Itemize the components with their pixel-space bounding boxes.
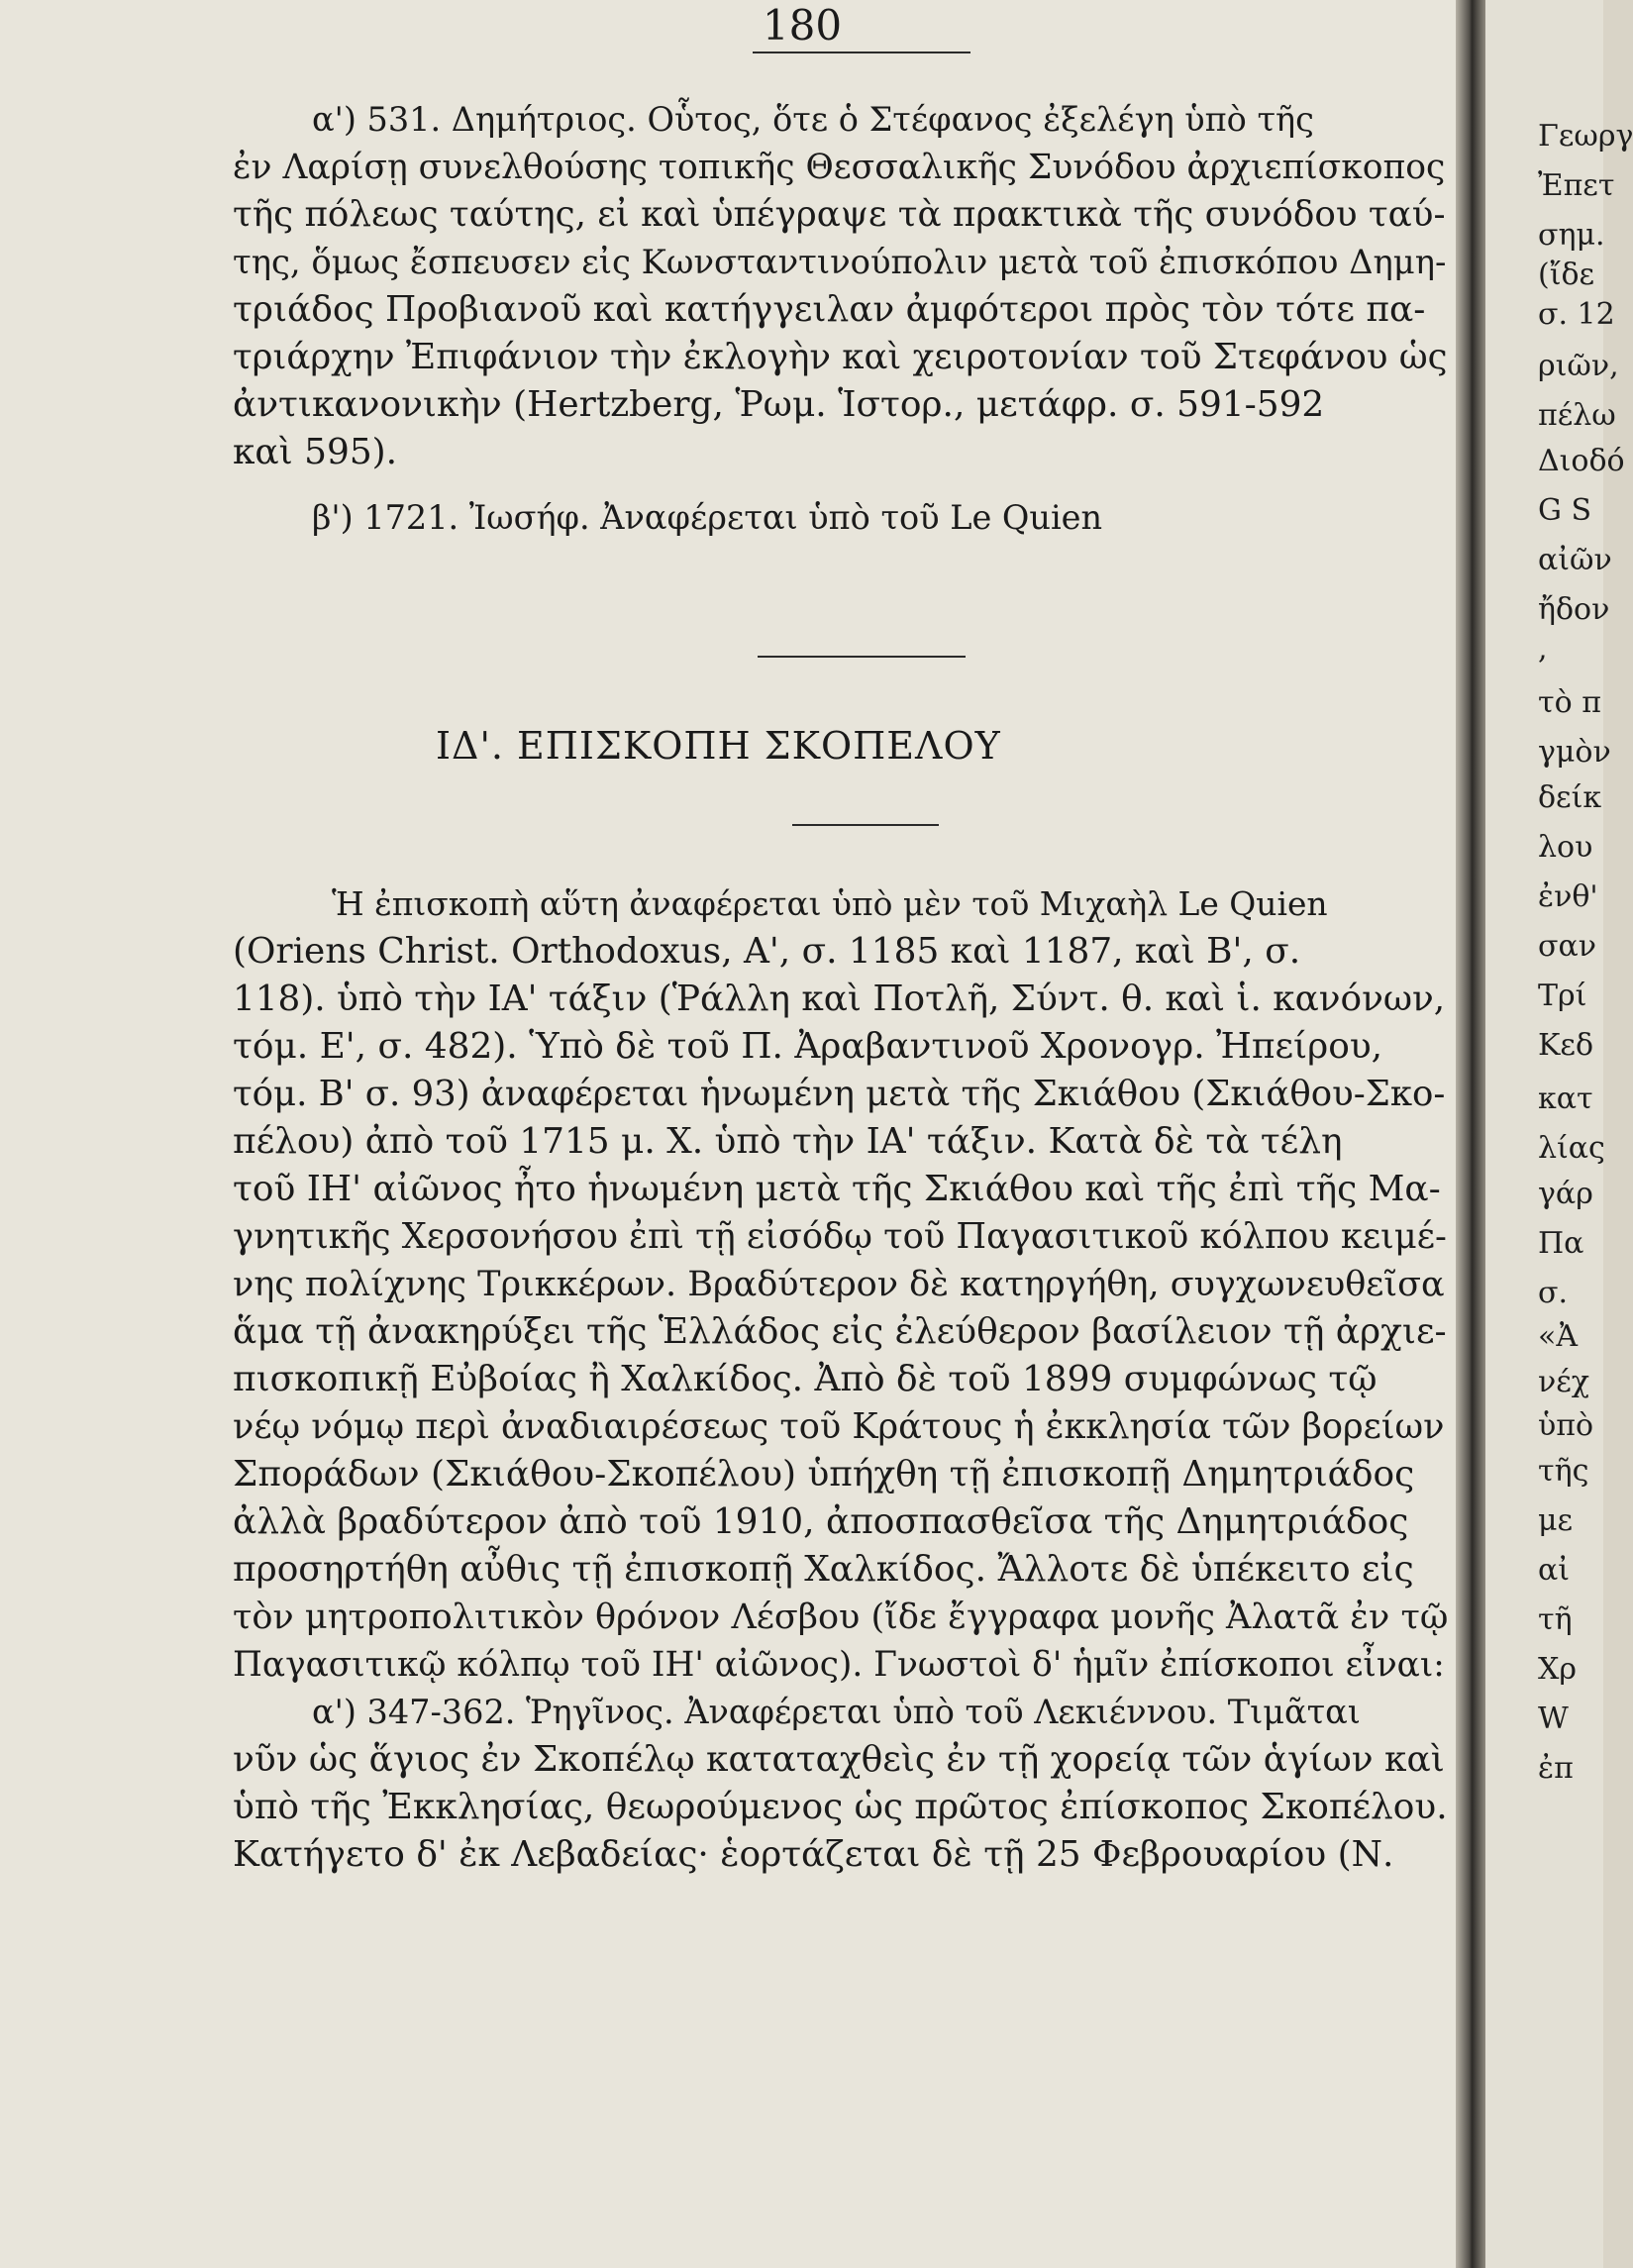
facing-page-fragment: τῆς (1538, 1454, 1589, 1489)
text-line: β') 1721. Ἰωσήφ. Ἀναφέρεται ὑπὸ τοῦ Le Quien (312, 498, 1103, 537)
facing-page-fragment: σαν (1538, 929, 1596, 964)
section-divider-top (758, 656, 966, 658)
text-line: α') 531. Δημήτριος. Οὗτος, ὅτε ὁ Στέφανος ἐξελέγη ὑπὸ τῆς (312, 100, 1314, 139)
facing-page-fragment: Γεωργ (1538, 119, 1633, 154)
facing-page-fragment: G S (1538, 493, 1592, 528)
text-line: τὸν μητροπολιτικὸν θρόνον Λέσβου (ἴδε ἔγγραφα μονῆς Ἀλατᾶ ἐν τῷ (233, 1598, 1449, 1637)
facing-page-fragment: Κεδ (1538, 1028, 1594, 1063)
header-rule (753, 52, 970, 53)
text-line: (Oriens Christ. Orthodoxus, Α', σ. 1185 καὶ 1187, καὶ Β', σ. (233, 931, 1301, 972)
facing-page-fragment: Ἐπετ (1538, 168, 1615, 203)
facing-page-fragment: λίας (1538, 1131, 1605, 1166)
text-line: τῆς πόλεως ταύτης, εἰ καὶ ὑπέγραψε τὰ πρακτικὰ τῆς συνόδου ταύ- (233, 194, 1446, 235)
text-line: νῦν ὡς ἅγιος ἐν Σκοπέλῳ καταταχθεὶς ἐν τῇ χορείᾳ τῶν ἁγίων καὶ (233, 1739, 1445, 1780)
facing-page-fragment: ὑπὸ (1538, 1408, 1594, 1443)
text-line: τόμ. Β' σ. 93) ἀναφέρεται ἡνωμένη μετὰ τῆς Σκιάθου (Σκιάθου-Σκο- (233, 1074, 1446, 1114)
facing-page-fragment: σ. (1538, 1276, 1569, 1310)
facing-page-fragment: ριῶν, (1538, 349, 1619, 383)
text-line: ὑπὸ τῆς Ἐκκλησίας, θεωρούμενος ὡς πρῶτος ἐπίσκοπος Σκοπέλου. (233, 1787, 1448, 1827)
text-line: προσηρτήθη αὖθις τῇ ἐπισκοπῇ Χαλκίδος. Ἄλλοτε δὲ ὑπέκειτο εἰς (233, 1549, 1414, 1590)
text-line: τόμ. Ε', σ. 482). Ὑπὸ δὲ τοῦ Π. Ἀραβαντινοῦ Χρονογρ. Ἠπείρου, (233, 1026, 1383, 1067)
book-gutter (1456, 0, 1485, 2268)
page-number: 180 (762, 1, 843, 50)
text-line: καὶ 595). (233, 432, 398, 472)
facing-page-fragment: «Ἀ (1538, 1319, 1579, 1354)
section-divider-bottom (792, 824, 939, 826)
facing-page-fragment: ἐπ (1538, 1751, 1574, 1786)
text-line: Κατήγετο δ' ἐκ Λεβαδείας· ἑορτάζεται δὲ τῇ 25 Φεβρουαρίου (Ν. (233, 1834, 1394, 1875)
facing-page-fragment: λου (1538, 830, 1593, 865)
facing-page-fragment: τῆ (1538, 1602, 1573, 1637)
text-line: νης πολίχνης Τρικκέρων. Βραδύτερον δὲ κατηργήθη, συγχωνευθεῖσα (233, 1265, 1445, 1304)
text-line: Παγασιτικῷ κόλπῳ τοῦ ΙΗ' αἰῶνος). Γνωστοὶ δ' ἡμῖν ἐπίσκοποι εἶναι: (233, 1645, 1445, 1685)
facing-page-fragment: δείκ (1538, 780, 1602, 815)
facing-page-fragment: W (1538, 1701, 1569, 1736)
facing-page-fragment: ἤδον (1538, 592, 1610, 627)
text-line: πισκοπικῇ Εὐβοίας ἢ Χαλκίδος. Ἀπὸ δὲ τοῦ 1899 συμφώνως τῷ (233, 1359, 1378, 1399)
facing-page-fragment: , (1538, 632, 1548, 667)
text-line: της, ὅμως ἔσπευσεν εἰς Κωνσταντινούπολιν μετὰ τοῦ ἐπισκόπου Δημη- (233, 243, 1447, 281)
facing-page-fragment: τὸ π (1538, 685, 1601, 720)
text-line: τοῦ ΙΗ' αἰῶνος ἦτο ἡνωμένη μετὰ τῆς Σκιάθου καὶ τῆς ἐπὶ τῆς Μα- (233, 1169, 1441, 1209)
facing-page-fragment: Διοδό (1538, 444, 1625, 478)
text-line: γνητικῆς Χερσονήσου ἐπὶ τῇ εἰσόδῳ τοῦ Παγασιτικοῦ κόλπου κειμέ- (233, 1216, 1447, 1257)
text-line: 118). ὑπὸ τὴν ΙΑ' τάξιν (Ῥάλλη καὶ Ποτλῆ, Σύντ. θ. καὶ ἱ. κανόνων, (233, 979, 1446, 1019)
section-heading: ΙΔ'. ΕΠΙΣΚΟΠΗ ΣΚΟΠΕΛΟΥ (436, 724, 1001, 768)
text-line: νέῳ νόμῳ περὶ ἀναδιαιρέσεως τοῦ Κράτους ἡ ἐκκλησία τῶν βορείων (233, 1406, 1445, 1447)
text-line: τριάρχην Ἐπιφάνιον τὴν ἐκλογὴν καὶ χειροτονίαν τοῦ Στεφάνου ὡς (233, 337, 1448, 377)
text-line: τριάδος Προβιανοῦ καὶ κατήγγειλαν ἀμφότεροι πρὸς τὸν τότε πα- (233, 289, 1426, 330)
text-line: ἀντικανονικὴν (Hertzberg, Ῥωμ. Ἱστορ., μετάφρ. σ. 591-592 (233, 384, 1325, 425)
text-line: ἀλλὰ βραδύτερον ἀπὸ τοῦ 1910, ἀποσπασθεῖσα τῆς Δημητριάδος (233, 1501, 1409, 1542)
facing-page-fragment: Τρί (1538, 979, 1587, 1013)
facing-page-fragment: νέχ (1538, 1365, 1589, 1399)
facing-page-fragment: ἐνθ' (1538, 879, 1598, 914)
facing-page-fragment: αἰ (1538, 1553, 1571, 1588)
text-line: Σποράδων (Σκιάθου-Σκοπέλου) ὑπήχθη τῇ ἐπισκοπῇ Δημητριάδος (233, 1454, 1415, 1495)
facing-page-fragment: κατ (1538, 1082, 1593, 1116)
facing-page-fragment: σημ. (1538, 218, 1605, 253)
text-line: πέλου) ἀπὸ τοῦ 1715 μ. Χ. ὑπὸ τὴν ΙΑ' τάξιν. Κατὰ δὲ τὰ τέλη (233, 1121, 1343, 1162)
text-line: ἐν Λαρίσῃ συνελθούσης τοπικῆς Θεσσαλικῆς Συνόδου ἀρχιεπίσκοπος (233, 148, 1446, 187)
text-line: Ἡ ἐπισκοπὴ αὕτη ἀναφέρεται ὑπὸ μὲν τοῦ Μιχαὴλ Le Quien (332, 884, 1328, 923)
facing-page-fragment: αἰῶν (1538, 543, 1612, 577)
text-line: α') 347-362. Ῥηγῖνος. Ἀναφέρεται ὑπὸ τοῦ Λεκιέννου. Τιμᾶται (312, 1693, 1361, 1731)
facing-page-fragment: πέλω (1538, 398, 1616, 433)
facing-page-fragment: Πα (1538, 1226, 1584, 1261)
text-line: ἅμα τῇ ἀνακηρύξει τῆς Ἑλλάδος εἰς ἐλεύθερον βασίλειον τῇ ἀρχιε- (233, 1311, 1447, 1352)
facing-page-fragment: Χρ (1538, 1652, 1577, 1687)
facing-page-fragment: γμὸν (1538, 735, 1611, 770)
facing-page-fragment: σ. 12 (1538, 297, 1615, 332)
facing-page-fragment: με (1538, 1503, 1574, 1538)
facing-page-fragment: (ἴδε (1538, 258, 1595, 292)
facing-page-fragment: γάρ (1538, 1177, 1593, 1211)
